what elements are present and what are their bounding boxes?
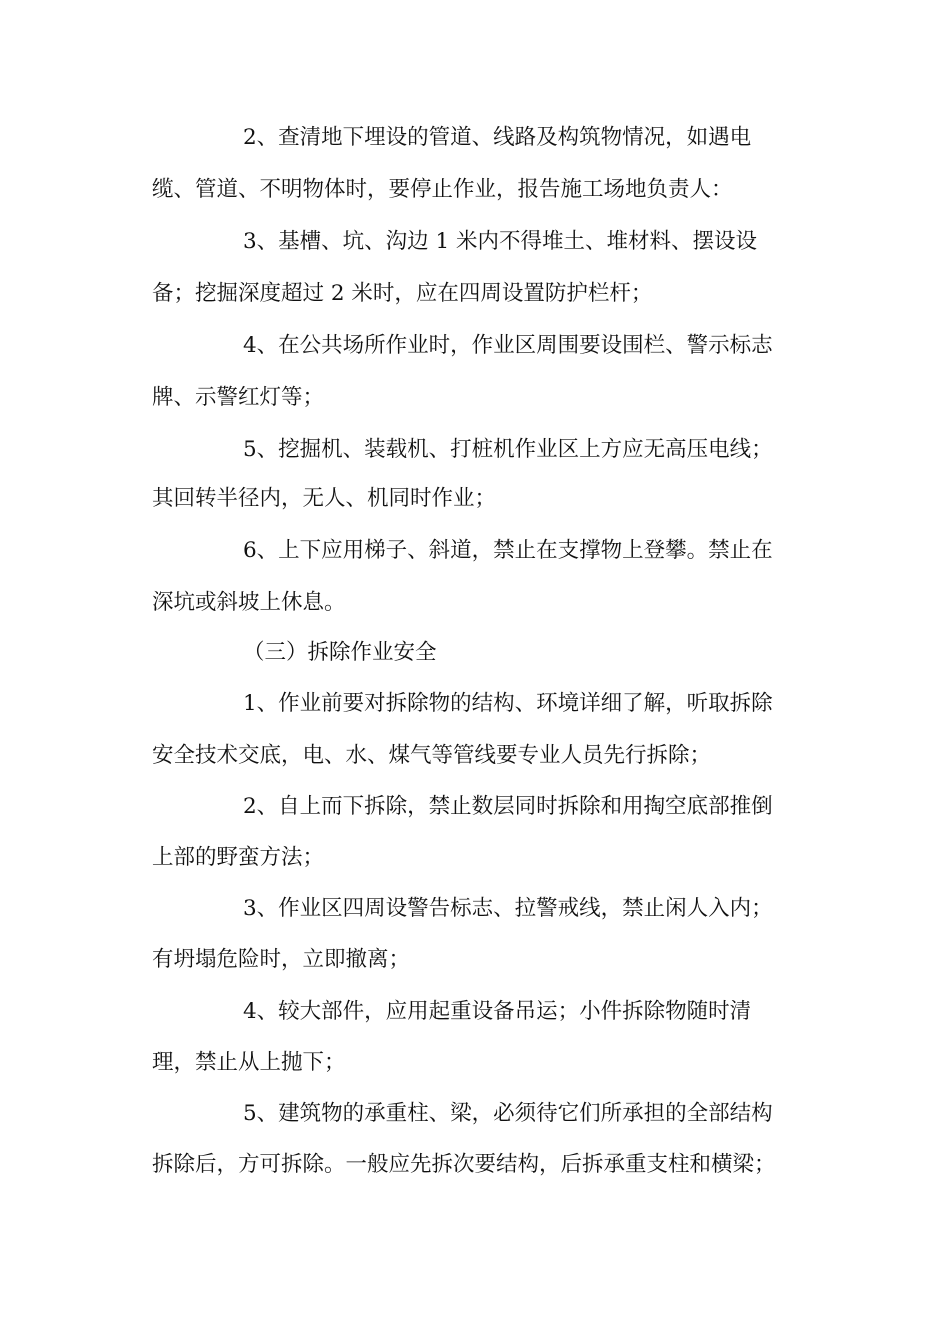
paragraph-continuation: 有坍塌危险时，立即撤离； [152,947,411,972]
paragraph-continuation: 牌、示警红灯等； [152,385,325,410]
paragraph-first-line: 3、作业区四周设警告标志、拉警戒线，禁止闲人入内； [243,896,773,921]
paragraph-continuation: 安全技术交底，电、水、煤气等管线要专业人员先行拆除； [152,743,712,768]
paragraph-continuation: 理，禁止从上抛下； [152,1050,346,1075]
paragraph-line [0,1094,950,1134]
paragraph-line [0,531,950,571]
paragraph-continuation: 缆、管道、不明物体时，要停止作业，报告施工场地负责人： [152,177,733,202]
paragraph-line [0,736,950,776]
paragraph-continuation: 深坑或斜坡上休息。 [152,590,346,615]
paragraph-line [0,222,950,262]
paragraph-first-line: 2、自上而下拆除，禁止数层同时拆除和用掏空底部推倒 [243,794,773,819]
paragraph-line [0,378,950,418]
paragraph-first-line: 5、挖掘机、装载机、打桩机作业区上方应无高压电线； [243,437,773,462]
paragraph-first-line: 4、在公共场所作业时，作业区周围要设围栏、警示标志 [243,333,773,358]
paragraph-first-line: 3、基槽、坑、沟边 1 米内不得堆土、堆材料、摆设设 [243,229,758,254]
paragraph-first-line: 6、上下应用梯子、斜道，禁止在支撑物上登攀。禁止在 [243,538,773,563]
paragraph-continuation: 拆除后，方可拆除。一般应先拆次要结构，后拆承重支柱和横梁； [152,1152,776,1177]
paragraph-line [0,479,950,519]
paragraph-line [0,430,950,470]
section-heading: （三）拆除作业安全 [243,640,437,665]
paragraph-line [0,787,950,827]
paragraph-first-line: 1、作业前要对拆除物的结构、环境详细了解，听取拆除 [243,691,773,716]
paragraph-continuation: 上部的野蛮方法； [152,845,325,870]
section-heading-line [0,633,950,673]
paragraph-continuation: 其回转半径内，无人、机同时作业； [152,486,497,511]
paragraph-first-line: 2、查清地下埋设的管道、线路及构筑物情况，如遇电 [243,125,752,150]
paragraph-line [0,838,950,878]
paragraph-line [0,940,950,980]
paragraph-line [0,118,950,158]
paragraph-line [0,326,950,366]
paragraph-line [0,1145,950,1185]
paragraph-line [0,583,950,623]
paragraph-line [0,992,950,1032]
paragraph-line [0,170,950,210]
paragraph-line [0,274,950,314]
paragraph-line [0,889,950,929]
paragraph-continuation: 备；挖掘深度超过 2 米时，应在四周设置防护栏杆； [152,281,653,306]
paragraph-line [0,1043,950,1083]
paragraph-first-line: 4、较大部件，应用起重设备吊运；小件拆除物随时清 [243,999,752,1024]
paragraph-first-line: 5、建筑物的承重柱、梁，必须待它们所承担的全部结构 [243,1101,773,1126]
paragraph-line [0,684,950,724]
